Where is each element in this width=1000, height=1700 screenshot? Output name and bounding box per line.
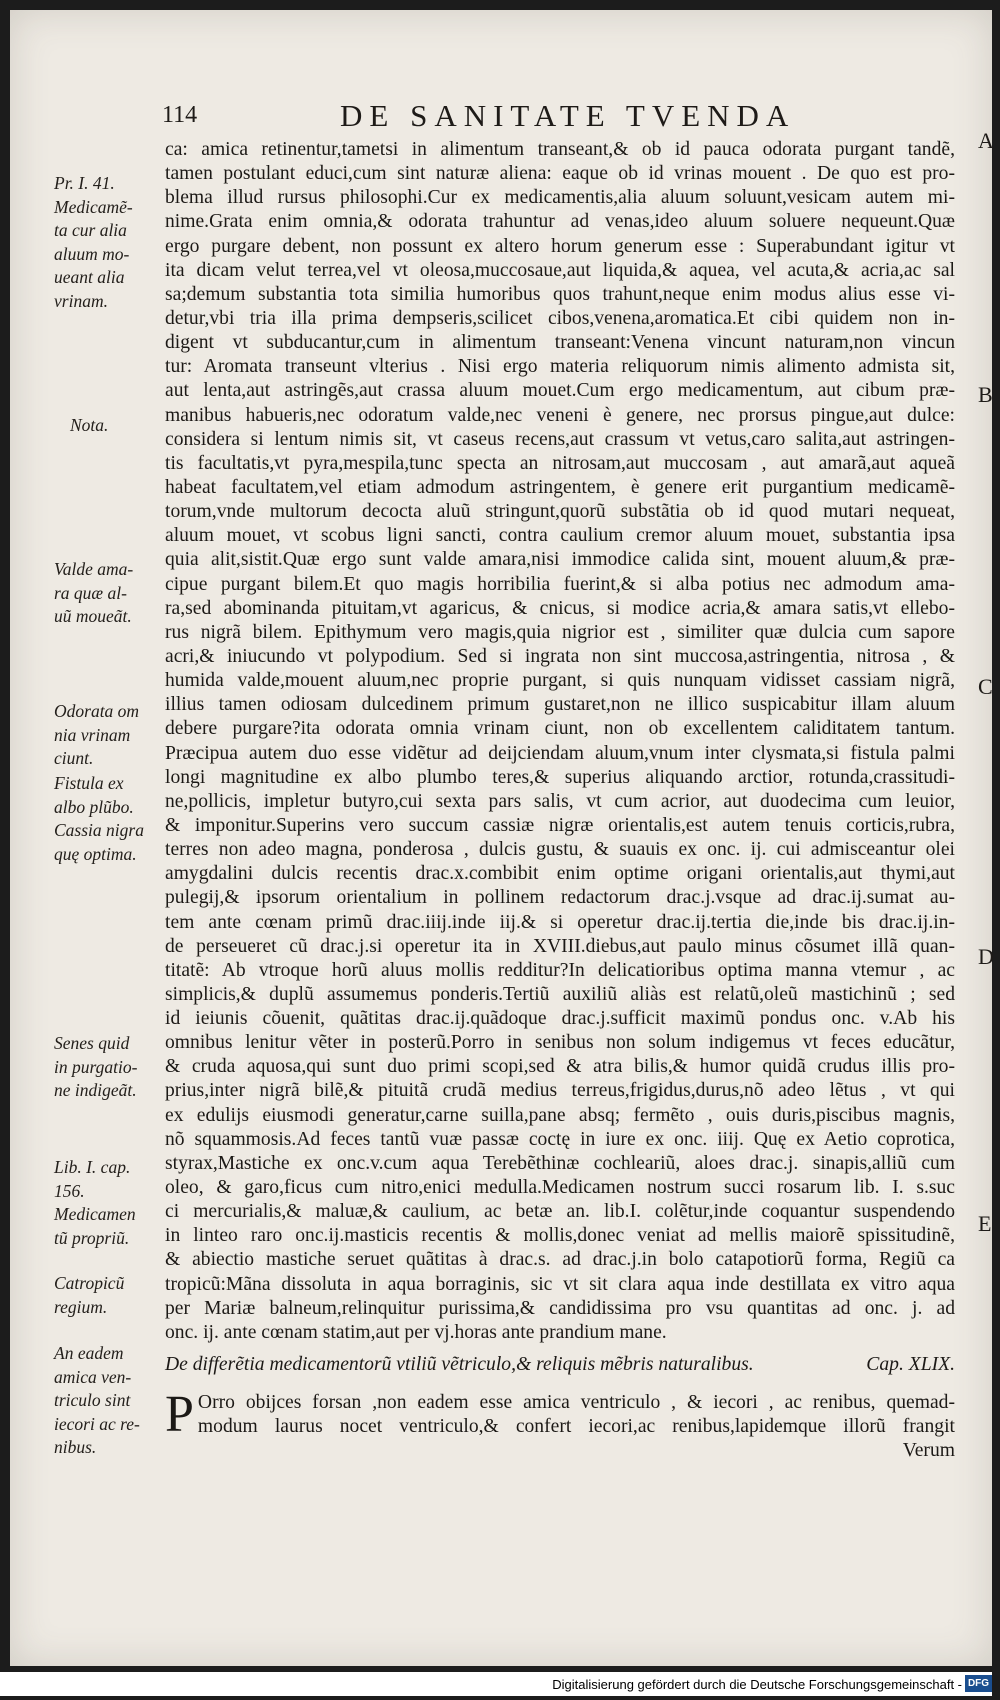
margin-note [54, 1032, 166, 1103]
margin-note-line: Medicamẽ- [54, 196, 133, 217]
body-line: titatẽ: Ab vtroque horũ aluus mollis redditur?In delicatioribus optima manna vtemur , ac [165, 959, 955, 981]
chapter-title: De differẽtia medicamentorũ vtiliũ vẽtriculo,& reliquis mẽbris naturalibus. [165, 1354, 754, 1376]
body-line: oleo, & garo,ficus cum nitro,enici medulla.Medicamen nostrum succi rosarum lib. I. s.suc [165, 1177, 955, 1199]
margin-note-line: Senes quid [54, 1033, 130, 1053]
section-letter-a: A [978, 128, 994, 153]
margin-note-line: ciunt. [54, 748, 94, 768]
margin-note-line: ta cur alia [54, 220, 127, 240]
catchword: Verum [902, 1440, 955, 1462]
page-number: 114 [162, 102, 198, 128]
margin-note [54, 1156, 166, 1250]
margin-note-line: Pr. I. 41. [54, 173, 115, 193]
body-line: tur: Aromata transeunt vlterius . Nisi ergo materia reliquorum nimis alimento admista sit, [165, 356, 955, 378]
drop-cap: P [165, 1386, 194, 1444]
body-text [165, 138, 955, 1463]
body-line: considera si lentum nimis sit, vt caseus recens,aut crassum vt vetus,caro salita,aut astringen- [165, 428, 955, 450]
margin-note [54, 172, 166, 313]
body-line: debere purgare?ita odorata omnia vrinam ciunt, non ob excellentem caliditatem tantum. [165, 718, 955, 740]
chapter-heading [165, 1353, 955, 1383]
body-line: & cruda aquosa,qui sunt duo primi scopi,sed & atra bilis,& humor quidã crudus illis pro- [165, 1056, 955, 1078]
margin-note-line: amica ven- [54, 1366, 132, 1387]
body-line: ergo purgare debent, non possunt ex altero horum generum esse : Superabundant igitur vt [165, 235, 955, 257]
margin-note-line: in purgatio- [54, 1056, 138, 1077]
body-line: aluum mouet, vt scobus ligni sancti, contra caulium cremor aluum mouet, substantia ipsa [165, 525, 955, 547]
section-letter-c: C [978, 674, 993, 699]
margin-note-line: nia vrinam [54, 724, 131, 745]
body-line: blema illud rursus philosophi.Cur ex medicamentis,alia aluum soluunt,vesicam autem mi- [165, 187, 955, 209]
body-line: rus nigrã bilem. Epithymum vero magis,quia nigrior est , similiter quæ dulcia cum sapore [165, 621, 955, 643]
body-line: manibus habueris,nec odoratum valde,nec veneni è genere, nec prorsus pingue,aut dulce: [165, 404, 955, 426]
body-line: per Mariæ balneum,relinquitur purissima,& candidissima pro vsu quantitas ad onc. j. ad [165, 1297, 955, 1319]
body-line: quia alit,sistit.Quæ ergo sunt valde amara,nisi immodice calida sint, mouent aluum,& præ- [165, 549, 955, 571]
margin-note-line: triculo sint [54, 1390, 131, 1410]
margin-note-line: regium. [54, 1296, 108, 1317]
body-line: humida valde,mouent aluum,nec proprie purgant, si quis nunquam vidisset cassiam nigrã, [165, 670, 955, 692]
book-page [10, 10, 992, 1666]
body-line: tropicũ:Mãna dissoluta in aqua borraginis, sic vt sit clara aqua inde destillata ex vitro aqua [165, 1273, 955, 1295]
body-line: modum laurus nocet ventriculo,& confert iecori,ac renibus,lapidemque illorũ frangit [197, 1416, 955, 1438]
body-line: detur,vbi tria illa prima dempseris,scilicet cibos,venena,aromatica.Et cibi quidem non in- [165, 307, 955, 329]
margin-note-line: albo plũbo. [54, 796, 134, 817]
body-line: ne,pollicis, impletur butyro,cui sexta pars salis, vt cum acrior, aut duodecima cum leuior, [165, 790, 955, 812]
body-line: styrax,Mastiche ex onc.v.cum aqua Terebẽthinæ cochleariũ, aloes drac.j. sinapis,alliũ cum [165, 1152, 955, 1174]
body-line: id ieiunis cõuenit, quãtitas drac.ij.quãdoque drac.j.sufficit maximũ pondus onc. v.Ab his [165, 1008, 955, 1030]
margin-note-line: ra quæ al- [54, 582, 127, 603]
body-line: aut lenta,aut astringẽs,aut crassa aluum mouet.Cum ergo medicamentum, aut cibum præ- [165, 380, 955, 402]
body-line: nime.Grata enim omnia,& odorata trahuntur ad venas,ideo aluum soluere nequeunt.Quæ [165, 211, 955, 233]
body-line: torum,vnde multorum decocta aluũ stringunt,quorũ substãtia ob id quod mutari nequeat, [165, 501, 955, 523]
margin-note-line: nibus. [54, 1437, 97, 1457]
body-line: terres non adeo magna, ponderosa , dulcis gustu, & suauis ex onc. ij. cui admisceantur olei [165, 839, 955, 861]
section-letter-b: B [978, 382, 993, 407]
body-line: ci mercurialis,& maluæ,& caulium, ac betæ an. lib.I. colẽtur,inde coquantur suspendendo [165, 1201, 955, 1223]
body-line: tem ante cœnam primũ drac.iiij.inde iij.& si operetur drac.ij.tertia die,inde bis drac.ij.in- [165, 911, 955, 933]
body-line: cipue purgant bilem.Et quo magis horribilia fuerint,& si alba potius nec admodum ama- [165, 573, 955, 595]
body-line: ex edulijs eiusmodi generatur,carne suilla,pane absq; fermẽto , ouis duris,piscibus magnis, [165, 1104, 955, 1126]
body-line: ra,sed abominanda pituitam,vt agaricus, & cnicus, si modice acria,& amara satis,vt ellebo- [165, 597, 955, 619]
body-line: illius tamen odiosam dulcedinem primum gustaret,non ne illico suspicabitur illam aluum [165, 694, 955, 716]
margin-note-line: Medicamen [54, 1204, 136, 1224]
margin-note [54, 1272, 166, 1319]
margin-note-line: quę optima. [54, 843, 137, 864]
body-line: acri,& iniucundo vt polypodium. Sed si ingrata non sint muccosa,astringentia, nitrosa , & [165, 645, 955, 667]
section-letter-d: D [978, 944, 994, 969]
dfg-logo-icon: DFG [965, 1675, 992, 1692]
main-paragraph [165, 138, 955, 1345]
margin-note-line: 156. [54, 1180, 85, 1201]
body-line: prius,inter nigrã bilẽ,& pituitã crudã medius terreus,frigidus,durus,nõ adeo lẽtus , vt qui [165, 1080, 955, 1102]
running-head-title: DE SANITATE TVENDA [340, 98, 796, 133]
body-line: & abiectio mastiche seruet quãtitas à drac.s. ad drac.j.in bolo catapotiorũ forma, Regiũ ca [165, 1249, 955, 1271]
section-letter-e: E [978, 1211, 992, 1236]
margin-note-line: tũ propriũ. [54, 1227, 130, 1248]
body-line: omnibus lenitur vẽter in posterũ.Porro in senibus non solum indigemus vt feces educãtur, [165, 1032, 955, 1054]
margin-note-line: ueant alia [54, 267, 125, 287]
margin-note [54, 1342, 166, 1460]
digitization-credit: Digitalisierung gefördert durch die Deutsche Forschungsgemeinschaft - [552, 1677, 962, 1692]
margin-note-line: aluum mo- [54, 243, 130, 264]
body-line: Orro obijces forsan ,non eadem esse amica ventriculo , & iecori , ac renibus, quemad- [197, 1392, 955, 1414]
margin-note-line: vrinam. [54, 290, 108, 311]
body-line: tamen postulant educi,cum sint naturæ aliena: eaque ob id vrinas mouent . De quo est pro- [165, 163, 955, 185]
body-line: pulegij,& ipsorum orientalium in pollinem redactorum drac.j.vsque ad drac.ij.sumat au- [165, 887, 955, 909]
body-line: simplicis,& duplũ assumemus ponderis.Tertiũ auxiliũ aliàs est relatũ,oleũ mastichinũ ; sed [165, 983, 955, 1005]
margin-note-line: Odorata om [54, 701, 140, 721]
body-line: ita dicam velut terrea,vel vt oleosa,muccosaue,aut liquida,& aquea, vel acuta,& acria,ac sal [165, 259, 955, 281]
margin-note [54, 700, 166, 771]
margin-note-line: ne indigeãt. [54, 1080, 137, 1100]
footer-bar [0, 1672, 992, 1696]
margin-note-line: Fistula ex [54, 773, 124, 793]
margin-note-line: Catropicũ [54, 1273, 125, 1293]
body-line: onc. ij. ante cœnam statim,aut per vj.horas ante prandium mane. [165, 1321, 667, 1343]
chapter-paragraph [165, 1386, 955, 1463]
body-line: amygdalini dulcis recentis drac.x.combibit enim optime origani orientalis,aut thymi,aut [165, 863, 955, 885]
margin-note [54, 558, 166, 629]
chapter-number: Cap. XLIX. [866, 1354, 955, 1376]
running-head [10, 98, 992, 138]
body-line: sa;demum substantia tota similia humoribus quos trahunt,neque enim modus alius esse vi- [165, 283, 955, 305]
body-line: & imponitur.Superins vero succum cassiæ nigræ orientalis,est autem tenuis corticis,rubra, [165, 814, 955, 836]
body-line: habeat facultatem,vel etiam admodum astringentem, è genere erit purgantium medicamẽ- [165, 476, 955, 498]
margin-note-line: Cassia nigra [54, 820, 144, 840]
body-line: de perseueret cũ drac.j.si operetur ita in XVIII.diebus,aut paulo minus cõsumet illã quan- [165, 935, 955, 957]
margin-note-line: Lib. I. cap. [54, 1157, 131, 1177]
body-line: Præcipua autem duo esse vidẽtur ad deijciendam aluum,vnum inter clysmata,si fistula palmi [165, 742, 955, 764]
body-line: digent vt subducantur,cum in alimentum transeant:Venena vincunt naturam,non vincun [165, 332, 955, 354]
margin-note-line: uũ moueãt. [54, 606, 132, 626]
margin-note [54, 772, 166, 866]
body-line: longi magnitudine ex albo plumbo teres,& superius aliquando arctior, rotunda,crassitudi- [165, 766, 955, 788]
margin-note-line: An eadem [54, 1343, 124, 1363]
body-line: nõ squammosis.Ad feces tantũ vuæ passæ coctę in iure ex onc. iiij. Quę ex Aetio coprotica, [165, 1128, 955, 1150]
body-line: ca: amica retinentur,tametsi in alimentum transeant,& ob id pauca odorata purgant tandẽ, [165, 139, 955, 160]
margin-note-line: Valde ama- [54, 559, 134, 579]
margin-note-line: iecori ac re- [54, 1413, 140, 1434]
margin-note-line: Nota. [70, 415, 109, 435]
body-line: in linteo raro onc.ij.masticis recentis & mollis,donec veniat ad mellis maiorẽ spissitudinẽ, [165, 1225, 955, 1247]
body-line: tis facultatis,vt pyra,mespila,tunc specta an nitrosam,aut muccosam , aut amarã,aut aqueã [165, 452, 955, 474]
